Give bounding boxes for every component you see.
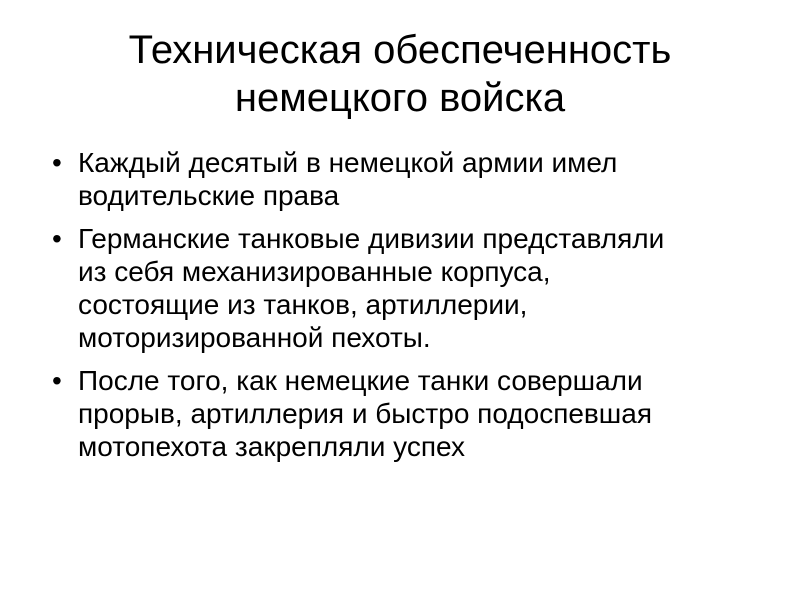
slide-title-line-2: немецкого войска	[234, 76, 566, 120]
bullet-text-line: из себя механизированные корпуса,	[78, 256, 551, 287]
slide-title	[40, 26, 760, 122]
slide-title-line-1: Техническая обеспеченность	[128, 28, 672, 72]
bullet-text-line: водительские права	[78, 180, 340, 211]
bullet-dot-icon: •	[52, 223, 62, 254]
bullet-text-line: Каждый десятый в немецкой армии имел	[78, 147, 618, 178]
bullet-dot-icon: •	[52, 147, 62, 178]
bullet-text-line: Германские танковые дивизии представляли	[78, 223, 665, 254]
bullet-text-line: прорыв, артиллерия и быстро подоспевшая	[78, 398, 652, 429]
bullet-item-breakthrough	[50, 364, 750, 463]
bullet-item-drivers-license	[50, 146, 750, 212]
bullet-text-line: мотопехота закрепляли успех	[78, 431, 465, 462]
bullet-text-line: После того, как немецкие танки совершали	[78, 365, 643, 396]
bullet-list	[50, 146, 750, 473]
bullet-text-line: состоящие из танков, артиллерии,	[78, 289, 528, 320]
bullet-dot-icon: •	[52, 365, 62, 396]
bullet-item-tank-divisions	[50, 222, 750, 354]
bullet-text-line: моторизированной пехоты.	[78, 322, 431, 353]
